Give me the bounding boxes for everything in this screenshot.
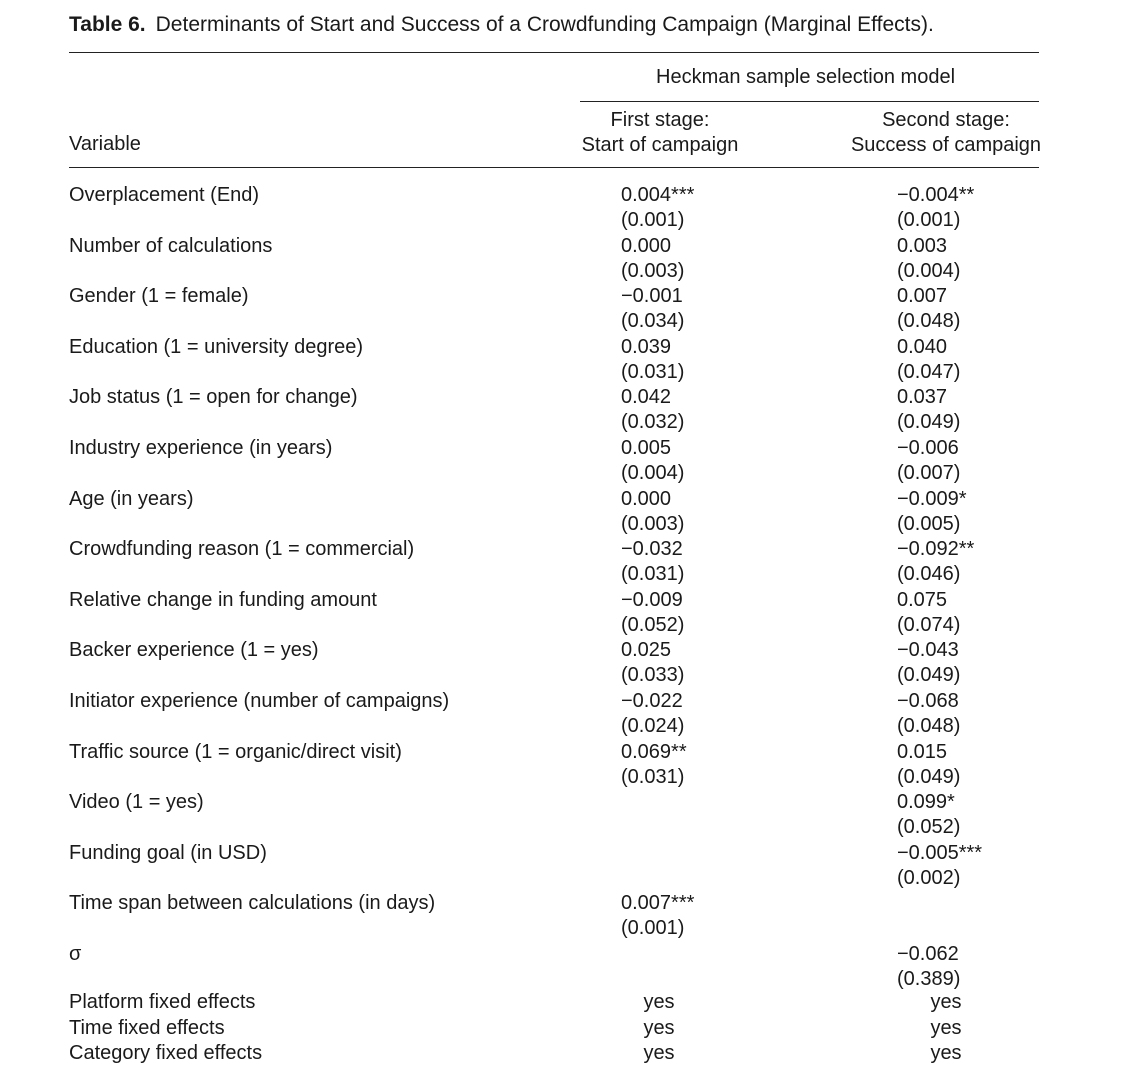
second-stage-cell [897, 841, 1097, 891]
first-stage-cell [621, 487, 821, 537]
first-stage-fixed-effect: yes [643, 1042, 675, 1064]
second-stage-coefficient: 0.003 [897, 234, 948, 257]
variable-header: Variable [69, 133, 141, 155]
second-stage-std-error: (0.049) [897, 664, 961, 687]
table-row [0, 841, 1130, 891]
variable-label: Relative change in funding amount [69, 588, 377, 611]
second-stage-coefficient: −0.006 [897, 437, 959, 459]
fixed-effects-label: Platform fixed effects [69, 991, 256, 1013]
table-row [0, 487, 1130, 537]
variable-label: Video (1 = yes) [69, 791, 204, 814]
variable-label: Education (1 = university degree) [69, 335, 364, 358]
second-stage-cell [897, 284, 1097, 334]
second-stage-cell [897, 588, 1097, 638]
second-stage-cell [897, 537, 1097, 587]
variable-label: Age (in years) [69, 487, 194, 510]
second-stage-coefficient: −0.005*** [897, 841, 983, 864]
table-row [0, 790, 1130, 840]
first-stage-std-error: (0.024) [621, 715, 685, 737]
table-title [69, 13, 934, 37]
variable-label: Funding goal (in USD) [69, 841, 267, 864]
first-stage-std-error: (0.001) [621, 209, 685, 231]
second-stage-std-error: (0.049) [897, 411, 961, 434]
fixed-effects-label: Time fixed effects [69, 1016, 225, 1039]
first-stage-fixed-effect: yes [643, 1016, 675, 1039]
second-stage-coefficient: 0.099* [897, 791, 955, 814]
second-stage-std-error: (0.005) [897, 512, 961, 535]
second-stage-coefficient: −0.043 [897, 639, 959, 662]
first-stage-cell [621, 588, 821, 638]
table-row [0, 942, 1130, 992]
second-stage-std-error: (0.007) [897, 462, 961, 484]
first-stage-std-error: (0.031) [621, 360, 685, 383]
first-stage-std-error: (0.004) [621, 462, 685, 484]
first-stage-coefficient: −0.001 [621, 285, 683, 308]
first-stage-cell [621, 234, 821, 284]
fixed-effects-row [0, 1041, 1130, 1067]
second-stage-coefficient: −0.068 [897, 690, 959, 712]
second-stage-coefficient: −0.004** [897, 184, 975, 206]
variable-label: Overplacement (End) [69, 184, 260, 206]
table-row [0, 436, 1130, 486]
table-row [0, 284, 1130, 334]
second-stage-std-error: (0.046) [897, 563, 961, 586]
header-bottom-rule [69, 167, 1039, 168]
first-stage-coefficient: 0.004*** [621, 184, 695, 206]
second-stage-cell [897, 385, 1097, 435]
first-stage-cell [621, 436, 821, 486]
second-stage-coefficient: −0.062 [897, 943, 959, 965]
second-stage-coefficient: −0.009* [897, 487, 967, 510]
table-row [0, 638, 1130, 688]
second-stage-cell [897, 234, 1097, 284]
first-stage-coefficient: −0.022 [621, 690, 683, 712]
second-stage-cell [897, 487, 1097, 537]
second-stage-cell [897, 335, 1097, 385]
table-row [0, 891, 1130, 941]
second-stage-std-error: (0.048) [897, 715, 961, 737]
first-stage-coefficient: 0.039 [621, 335, 672, 358]
first-stage-cell [621, 284, 821, 334]
variable-label: Gender (1 = female) [69, 285, 249, 308]
second-stage-fixed-effect: yes [930, 1016, 962, 1039]
group-header-rule [580, 101, 1039, 102]
second-stage-std-error: (0.001) [897, 209, 961, 231]
first-stage-coefficient: 0.007*** [621, 892, 695, 915]
table-caption: Determinants of Start and Success of a Crowdfunding Campaign (Marginal Effects). [155, 13, 934, 36]
variable-label: Traffic source (1 = organic/direct visit) [69, 740, 402, 763]
first-stage-header-line2: Start of campaign [581, 134, 739, 156]
fixed-effects-label: Category fixed effects [69, 1042, 263, 1064]
first-stage-cell [621, 183, 821, 233]
second-stage-std-error: (0.004) [897, 259, 961, 282]
variable-label: Industry experience (in years) [69, 437, 333, 459]
table-row [0, 234, 1130, 284]
table-row [0, 689, 1130, 739]
variable-label: Backer experience (1 = yes) [69, 639, 319, 662]
first-stage-coefficient: −0.032 [621, 538, 683, 561]
second-stage-std-error: (0.048) [897, 310, 961, 333]
second-stage-std-error: (0.074) [897, 613, 961, 636]
first-stage-coefficient: 0.000 [621, 234, 672, 257]
first-stage-std-error: (0.032) [621, 411, 685, 434]
second-stage-std-error: (0.052) [897, 816, 961, 839]
first-stage-std-error: (0.034) [621, 310, 685, 333]
first-stage-cell [621, 689, 821, 739]
first-stage-cell [621, 537, 821, 587]
first-stage-coefficient: 0.000 [621, 487, 672, 510]
table-row [0, 385, 1130, 435]
first-stage-cell [621, 335, 821, 385]
second-stage-fixed-effect: yes [930, 991, 962, 1013]
variable-label: Job status (1 = open for change) [69, 386, 358, 409]
second-stage-cell [897, 436, 1097, 486]
first-stage-std-error: (0.001) [621, 917, 685, 940]
second-stage-std-error: (0.049) [897, 765, 961, 788]
second-stage-coefficient: 0.040 [897, 335, 948, 358]
fixed-effects-row [0, 990, 1130, 1016]
first-stage-coefficient: 0.042 [621, 386, 672, 409]
first-stage-header-line1: First stage: [610, 109, 710, 131]
first-stage-cell [621, 740, 821, 790]
fixed-effects-row [0, 1016, 1130, 1042]
first-stage-std-error: (0.052) [621, 613, 685, 636]
second-stage-header-line2: Success of campaign [850, 134, 1042, 156]
first-stage-std-error: (0.003) [621, 259, 685, 282]
table-row [0, 183, 1130, 233]
second-stage-cell [897, 790, 1097, 840]
first-stage-coefficient: −0.009 [621, 588, 683, 611]
table-label: Table 6. [69, 13, 146, 36]
first-stage-cell [621, 891, 821, 941]
first-stage-header [560, 108, 760, 158]
table-row [0, 537, 1130, 587]
table-row [0, 588, 1130, 638]
second-stage-std-error: (0.002) [897, 866, 961, 889]
table-row [0, 335, 1130, 385]
second-stage-fixed-effect: yes [930, 1042, 962, 1064]
first-stage-coefficient: 0.069** [621, 740, 687, 763]
first-stage-cell [621, 385, 821, 435]
second-stage-coefficient: 0.037 [897, 386, 948, 409]
group-header: Heckman sample selection model [656, 66, 956, 88]
second-stage-header-line1: Second stage: [882, 109, 1010, 131]
first-stage-std-error: (0.003) [621, 512, 685, 535]
second-stage-coefficient: 0.007 [897, 285, 948, 308]
second-stage-coefficient: −0.092** [897, 538, 975, 561]
second-stage-std-error: (0.389) [897, 968, 961, 990]
first-stage-coefficient: 0.005 [621, 437, 672, 459]
second-stage-cell [897, 740, 1097, 790]
first-stage-coefficient: 0.025 [621, 639, 672, 662]
second-stage-header [840, 108, 1052, 158]
first-stage-std-error: (0.031) [621, 563, 685, 586]
second-stage-cell [897, 638, 1097, 688]
second-stage-coefficient: 0.015 [897, 740, 948, 763]
top-rule [69, 52, 1039, 53]
first-stage-std-error: (0.033) [621, 664, 685, 687]
second-stage-coefficient: 0.075 [897, 588, 948, 611]
second-stage-cell [897, 689, 1097, 739]
variable-label: Crowdfunding reason (1 = commercial) [69, 538, 415, 561]
first-stage-std-error: (0.031) [621, 765, 685, 788]
second-stage-std-error: (0.047) [897, 360, 961, 383]
variable-label: Initiator experience (number of campaigns) [69, 690, 450, 712]
second-stage-cell [897, 183, 1097, 233]
variable-label: σ [69, 943, 82, 965]
variable-label: Number of calculations [69, 234, 273, 257]
second-stage-cell [897, 942, 1097, 992]
first-stage-fixed-effect: yes [643, 991, 675, 1013]
variable-label: Time span between calculations (in days) [69, 892, 436, 915]
table-row [0, 740, 1130, 790]
first-stage-cell [621, 638, 821, 688]
